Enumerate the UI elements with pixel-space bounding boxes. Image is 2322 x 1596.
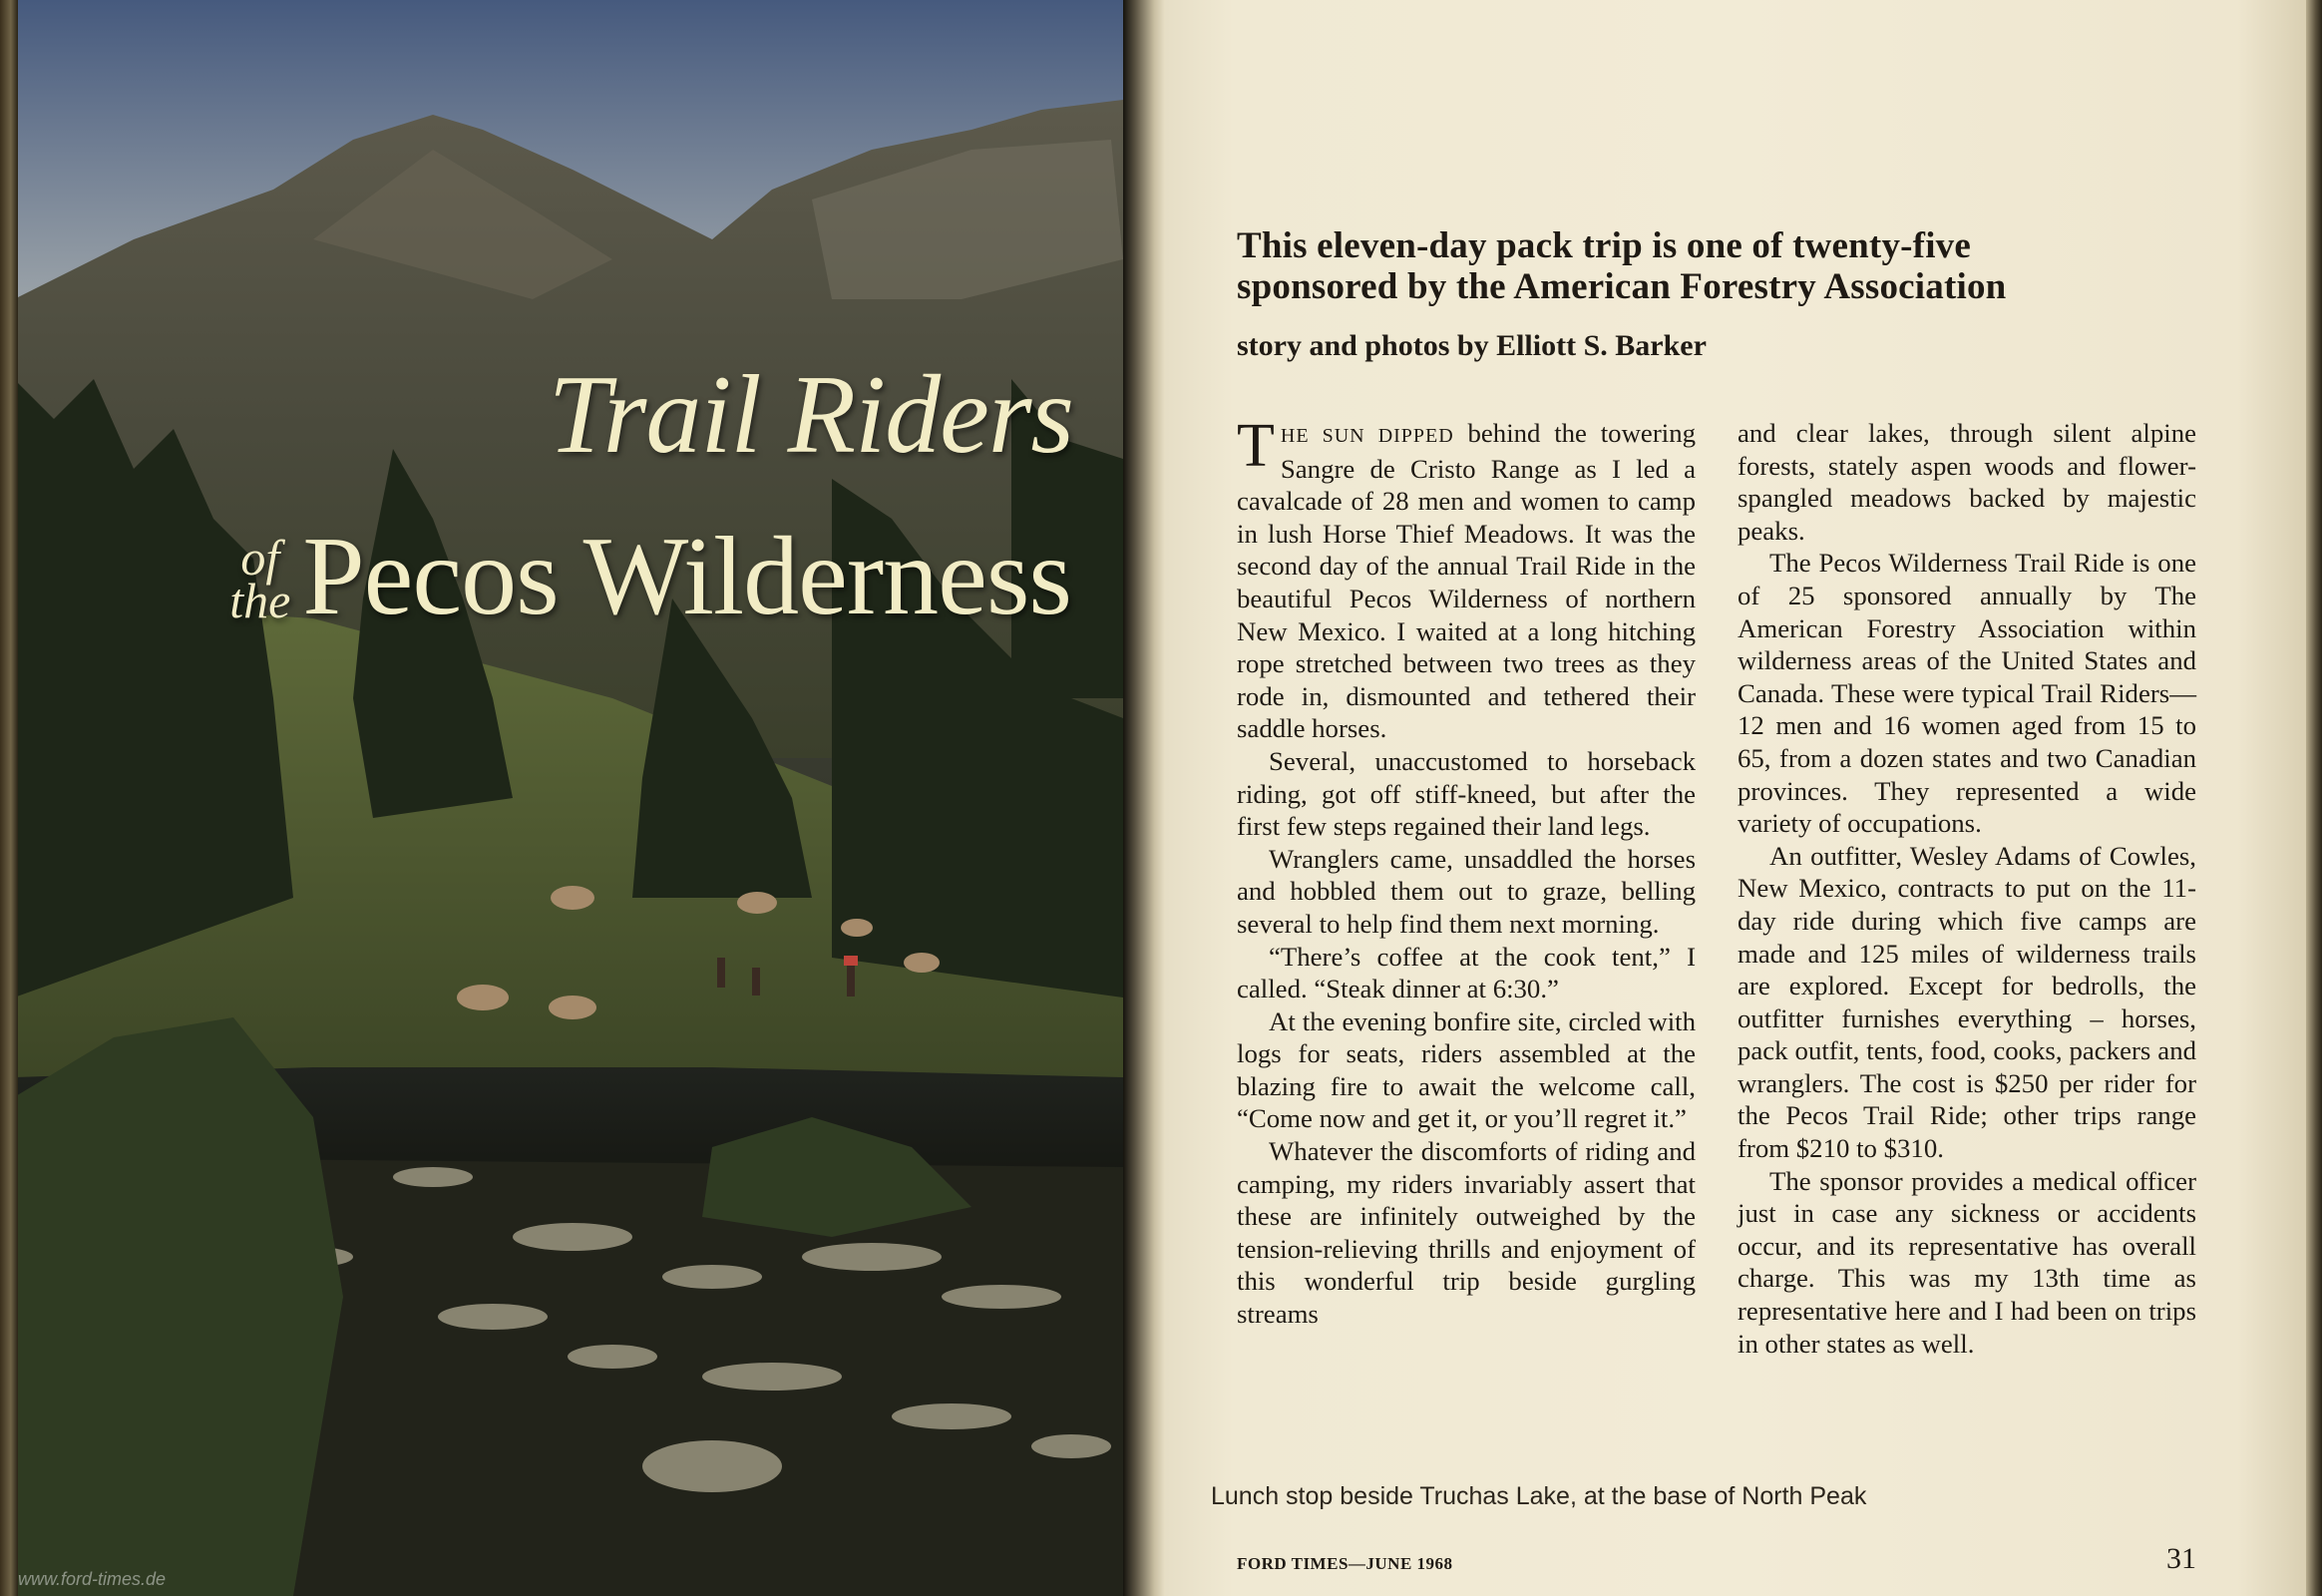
text-page <box>1165 0 2306 1596</box>
title-pecos-wilderness: Pecos Wilderness <box>302 515 1071 638</box>
right-page-edge <box>2306 0 2322 1596</box>
paragraph-5: At the evening bonfire site, circled with logs for seats, riders assembled at the blazing fire to await the welcome call, “Come now and get it, or you’ll regret it.” <box>1237 1005 1696 1134</box>
title-the: the <box>229 573 291 628</box>
column-right <box>1738 417 2196 1360</box>
paragraph-6: Whatever the discomforts of riding and camping, my riders invariably assert that these are infinitely outweighed by the tension-relieving thrills and enjoyment of this wonderful trip beside gurgling streams <box>1237 1136 1696 1330</box>
lead-smallcaps: HE SUN DIPPED <box>1280 425 1454 447</box>
photo-page <box>14 0 1123 1596</box>
watermark: www.ford-times.de <box>18 1569 167 1589</box>
drop-cap: T <box>1237 412 1275 480</box>
paragraph-9: The sponsor provides a medical officer just in case any sickness or accidents occur, and its representative has overall charge. This was my 13th time as representative here and I had been on trips in other states as well. <box>1738 1165 2196 1359</box>
paragraph-3: Wranglers came, unsaddled the horses and hobbled them out to graze, belling several to help find them next morning. <box>1237 843 1696 939</box>
gutter-shadow <box>1123 0 1165 1596</box>
article-byline: story and photos by Elliott S. Barker <box>1237 329 1707 362</box>
paragraph-6-continued: and clear lakes, through silent alpine forests, stately aspen woods and flower-spangled meadows backed by majestic peaks. <box>1738 418 2196 546</box>
left-page-edge <box>0 0 18 1596</box>
paragraph-7: The Pecos Wilderness Trail Ride is one of 25 sponsored annually by The American Forestry Association within wilderness areas of the United States and Canada. These were typical Trail Riders—12 men and 16 women aged from 15 to 65, from a dozen states and two Canadian provinces. They represented a wide variety of occupations. <box>1738 548 2196 839</box>
title-of: of <box>240 530 280 586</box>
title-line-2 <box>229 515 1071 638</box>
article-deck: This eleven-day pack trip is one of twenty-five sponsored by the American Forestry Association <box>1237 225 2007 308</box>
column-left <box>1237 412 1696 1331</box>
mountain-lake-photo <box>14 0 1123 1596</box>
title-line-1: Trail Riders <box>548 353 1073 477</box>
paragraph-4: “There’s coffee at the cook tent,” I called. “Steak dinner at 6:30.” <box>1237 941 1696 1004</box>
paragraph-8: An outfitter, Wesley Adams of Cowles, New Mexico, contracts to put on the 11-day ride during which five camps are made and 125 miles of wilderness trails are explored. Except for bedrolls, the outfitter furnishes everything – horses, pack outfit, tents, food, cooks, packers and wranglers. The cost is $250 per rider for the Pecos Trail Ride; other trips range from $210 to $310. <box>1738 840 2196 1164</box>
title-of-the <box>229 530 291 628</box>
page-number: 31 <box>2166 1542 2196 1575</box>
paragraph-1 <box>1237 412 1696 745</box>
paragraph-2: Several, unaccustomed to horseback riding, got off stiff-kneed, but after the first few steps regained their land legs. <box>1237 745 1696 842</box>
publication-folio: FORD TIMES—JUNE 1968 <box>1237 1554 1453 1573</box>
photo-caption: Lunch stop beside Truchas Lake, at the base of North Peak <box>1211 1482 1867 1510</box>
paragraph-1-text: behind the towering Sangre de Cristo Range as I led a cavalcade of 28 men and women to camp in lush Horse Thief Meadows. It was the second day of the annual Trail Ride in the beautiful Pecos Wilderness of northern New Mexico. I waited at a long hitching rope stretched between two trees as they rode in, dismounted and tethered their saddle horses. <box>1237 418 1696 744</box>
